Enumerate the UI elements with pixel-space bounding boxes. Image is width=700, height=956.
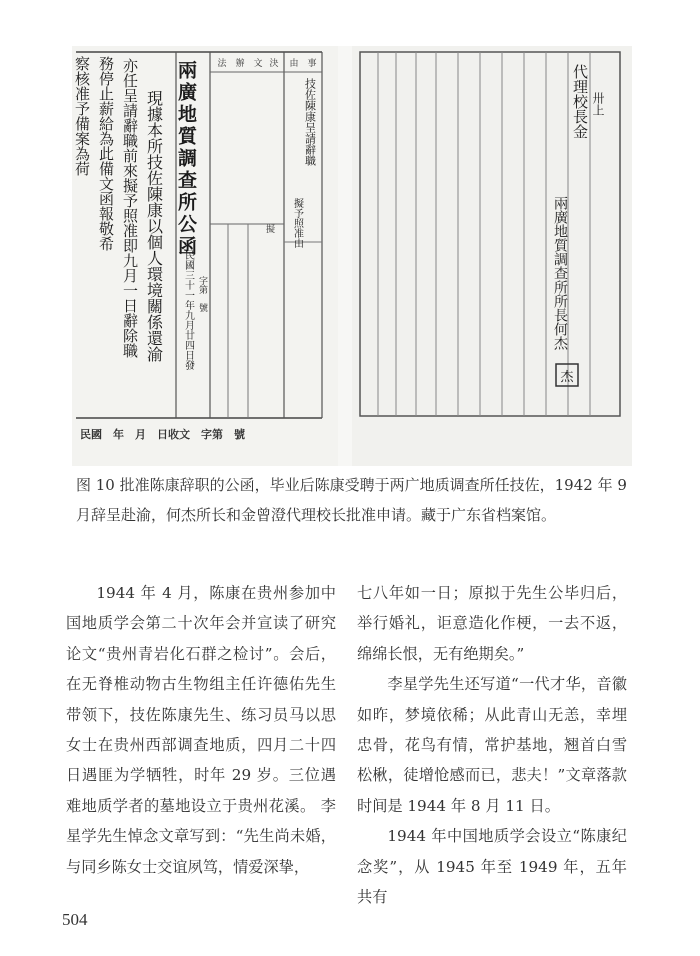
- doc-title: 兩廣地質調查所公函: [175, 60, 197, 258]
- header-mark: 辦: [235, 59, 245, 69]
- right-document-sheet: [352, 46, 632, 466]
- doc-body-line: 亦任呈請辭職前來擬予照准即九月一日辭除職: [121, 58, 139, 358]
- header-mark: 由: [289, 59, 299, 69]
- doc-body-line: 察核准予備案為荷: [73, 56, 91, 176]
- doc-subject-line: 技佐陳康呈請辭職: [303, 78, 317, 166]
- header-mark: 法: [217, 59, 227, 69]
- header-mark: 決: [269, 59, 279, 69]
- doc-number-line: 字第 號: [197, 276, 207, 312]
- figure-caption: 图 10 批准陈康辞职的公函，毕业后陈康受聘于两广地质调查所任技佐，1942 年 9 月辞呈赴渝，何杰所长和金曾澄代理校长批准申请。藏于广东省档案馆。: [76, 476, 627, 524]
- middle-mark: 擬: [266, 225, 276, 235]
- body-column-left: [66, 578, 336, 882]
- doc-addressee: 代理校長金: [571, 64, 589, 139]
- seal-text: 杰: [560, 370, 574, 385]
- doc-tail-mark: 卅上: [591, 92, 605, 116]
- body-paragraph: 七八年如一日；原拟于先生公毕归后，举行婚礼，讵意造化作梗，一去不返，绵绵长恨，无有绝期矣。”: [357, 584, 627, 663]
- header-mark: 文: [253, 59, 263, 69]
- doc-body-line: 務停止薪給為此備文函報敬希: [97, 56, 115, 251]
- doc-body-line: 現據本所技佐陳康以個人環境關係還渝: [144, 90, 164, 362]
- body-paragraph: 1944 年 4 月，陈康在贵州参加中国地质学会第二十次年会并宣读了研究论文“贵州青岩化石群之检讨”。会后，在无脊椎动物古生物组主任许德佑先生带领下，技佐陈康先生、练习员马以思女士在贵州西部调查地质，四月二十四日遇匪为学牺牲，时年 29 岁。三位遇难地质学者的墓地设立于贵州花溪。 李星学先生悼念文章写到：“先生尚未婚，与同乡陈女士交谊夙笃，情爱深挚，: [66, 584, 336, 876]
- header-mark: 事: [307, 59, 317, 69]
- archival-document-photo: [72, 46, 632, 466]
- doc-subject-line: 擬予照准由: [291, 198, 303, 248]
- body-column-right: [357, 578, 627, 912]
- left-document-sheet: [72, 46, 338, 466]
- body-paragraph: 1944 年中国地质学会设立“陈康纪念奖”，从 1945 年至 1949 年，五年共有: [357, 827, 627, 907]
- page-number: 504: [62, 910, 88, 929]
- doc-date-line: 民國三十一年九月廿四日發: [182, 250, 194, 370]
- body-paragraph: 李星学先生还写道“一代才华，音徽如昨，梦境依稀；从此青山无恙，幸埋忠骨，花鸟有情，常护基地，翘首白雪松楸，徒增怆感而已，悲夫！”文章落款时间是 1944 年 8 月 11 日。: [357, 675, 627, 815]
- doc-footer-line: 民國 年 月 日收文 字第 號: [80, 428, 245, 441]
- doc-signature: 兩廣地質調查所所長何杰: [552, 196, 568, 350]
